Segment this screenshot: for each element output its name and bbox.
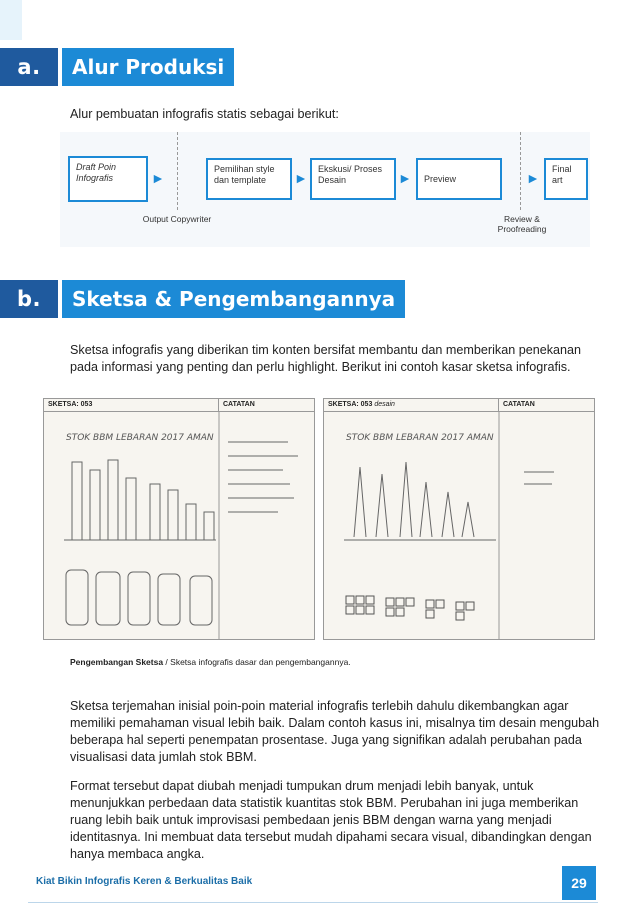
flow-step-style: Pemilihan style dan template xyxy=(206,158,292,200)
label-output-copywriter: Output Copywriter xyxy=(142,214,212,224)
sketch-left-title: STOK BBM LEBARAN 2017 AMAN xyxy=(66,433,214,443)
section-b-letter: b. xyxy=(0,280,58,318)
section-b-title: Sketsa & Pengembangannya xyxy=(62,280,405,318)
arrow-icon: ► xyxy=(151,170,165,186)
flow-step-final: Final art xyxy=(544,158,588,200)
footer-divider xyxy=(28,902,598,903)
body-paragraph-2: Format tersebut dapat diubah menjadi tumpukan drum menjadi lebih banyak, untuk menunjukkan perbedaan data statistik kuantitas stok BBM. Perubahan ini juga memberikan ruang lebih baik untuk improvisasi pembedaan jenis BBM dengan warna yang menjadi identitasnya. Ini membuat data tersebut mudah dipahami secara visual, dibandingkan dengan hanya membaca angka. xyxy=(70,779,592,861)
arrow-icon: ► xyxy=(398,170,412,186)
section-a-heading xyxy=(0,48,234,86)
arrow-icon: ► xyxy=(294,170,308,186)
left-accent-bar xyxy=(0,0,22,912)
sketch-left-header: SKETSA: 053 xyxy=(44,399,219,411)
sketch-left-notes-header: CATATAN xyxy=(223,401,255,408)
sketch-right-drawing xyxy=(324,412,594,640)
flow-step-draft: Draft Poin Infografis xyxy=(68,156,148,202)
sketch-left-drawing xyxy=(44,412,314,640)
divider-line-1 xyxy=(177,132,178,210)
divider-line-2 xyxy=(520,132,521,210)
section-a-title: Alur Produksi xyxy=(62,48,234,86)
section-a-intro: Alur pembuatan infografis statis sebagai berikut: xyxy=(70,107,339,121)
flow-step-preview: Preview xyxy=(416,158,502,200)
section-b-heading xyxy=(0,280,405,318)
section-a-letter: a. xyxy=(0,48,58,86)
flow-step-execution: Ekskusi/ Proses Desain xyxy=(310,158,396,200)
sketch-right-header: SKETSA: 053 desain xyxy=(324,399,499,411)
section-b-intro: Sketsa infografis yang diberikan tim konten bersifat membantu dan memberikan penekanan pada informasi yang penting dan perlu highlight. Berikut ini contoh kasar sketsa infografis. xyxy=(70,343,582,374)
sketch-basic xyxy=(43,398,315,640)
label-review-proofreading: Review & Proofreading xyxy=(497,214,547,234)
page-number: 29 xyxy=(562,866,596,900)
production-flow-diagram xyxy=(60,132,590,247)
sketch-right-notes-header: CATATAN xyxy=(503,401,535,408)
sketch-developed xyxy=(323,398,595,640)
body-paragraph-1: Sketsa terjemahan inisial poin-poin material infografis terlebih dahulu dikembangkan agar memiliki pemahaman visual lebih baik. Dalam contoh kasus ini, misalnya tim desain mengubah beberapa hal seperti penempatan prosentase. Juga yang signifikan adalah perubahan pada visualisasi data jumlah stok BBM. xyxy=(70,699,600,764)
arrow-icon: ► xyxy=(526,170,540,186)
footer-book-title: Kiat Bikin Infografis Keren & Berkualitas Baik xyxy=(36,876,253,887)
figure-caption: Pengembangan Sketsa / Sketsa infografis dasar dan pengembangannya. xyxy=(70,657,351,667)
sketch-right-title: STOK BBM LEBARAN 2017 AMAN xyxy=(346,433,494,443)
